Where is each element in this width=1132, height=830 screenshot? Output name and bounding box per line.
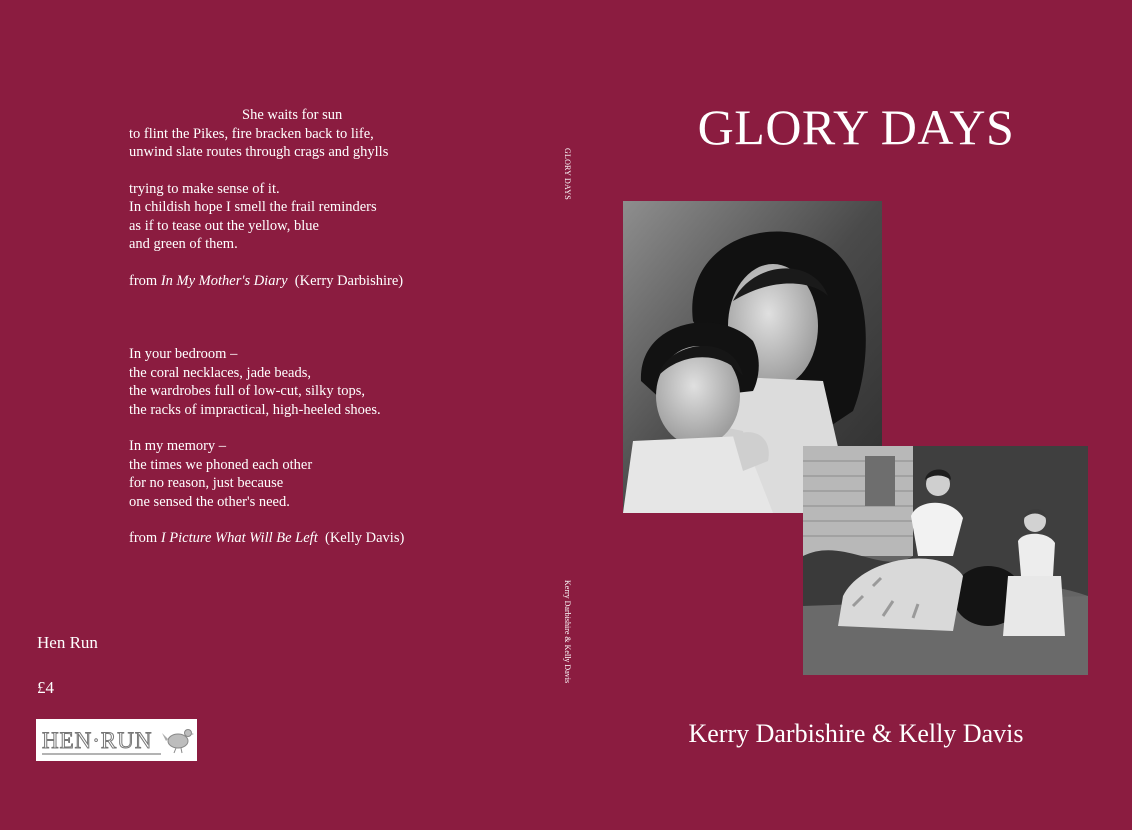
poem1-line: as if to tease out the yellow, blue xyxy=(129,217,319,234)
front-cover-authors: Kerry Darbishire & Kelly Davis xyxy=(688,719,1024,748)
logo-text: HEN·RUN xyxy=(42,728,153,753)
poem2-line: the times we phoned each other xyxy=(129,456,313,473)
poem2-source xyxy=(129,529,449,548)
poem2-line: In my memory – xyxy=(129,438,227,454)
poem2-line: for no reason, just because xyxy=(129,475,284,491)
poem2-line: the coral necklaces, jade beads, xyxy=(129,364,311,381)
poem1-line: to flint the Pikes, fire bracken back to life, xyxy=(129,125,374,142)
publisher-name: Hen Run xyxy=(37,633,98,652)
poem1-line: trying to make sense of it. xyxy=(129,180,280,197)
back-cover-poems xyxy=(129,106,449,548)
poem2-line: In your bedroom – xyxy=(129,346,238,362)
poem1-line: She waits for sun xyxy=(242,107,343,123)
hen-run-logo xyxy=(36,719,197,761)
source-author: (Kelly Davis) xyxy=(324,530,405,546)
poem1-line: and green of them. xyxy=(129,236,238,252)
spine-title: GLORY DAYS xyxy=(563,148,572,200)
source-prefix: from xyxy=(129,530,158,546)
photo-garden-woman-girl-dog xyxy=(803,446,1088,675)
source-title: I Picture What Will Be Left xyxy=(160,530,318,546)
source-author: (Kerry Darbishire) xyxy=(294,272,404,289)
poem2-line: the wardrobes full of low-cut, silky tops, xyxy=(129,383,365,399)
poem1-source xyxy=(129,272,449,291)
front-cover-title: GLORY DAYS xyxy=(697,99,1015,155)
source-title: In My Mother's Diary xyxy=(160,272,288,289)
poem1-line: unwind slate routes through crags and ghylls xyxy=(129,144,389,160)
hen-logo-icon xyxy=(36,719,197,761)
poem2-line: one sensed the other's need. xyxy=(129,493,290,510)
poem1-line: In childish hope I smell the frail reminders xyxy=(129,199,377,215)
poem2-line: the racks of impractical, high-heeled shoes. xyxy=(129,401,381,418)
source-prefix: from xyxy=(129,272,158,289)
price: £4 xyxy=(37,678,54,697)
spine-authors: Kerry Darbishire & Kelly Davis xyxy=(563,580,572,684)
